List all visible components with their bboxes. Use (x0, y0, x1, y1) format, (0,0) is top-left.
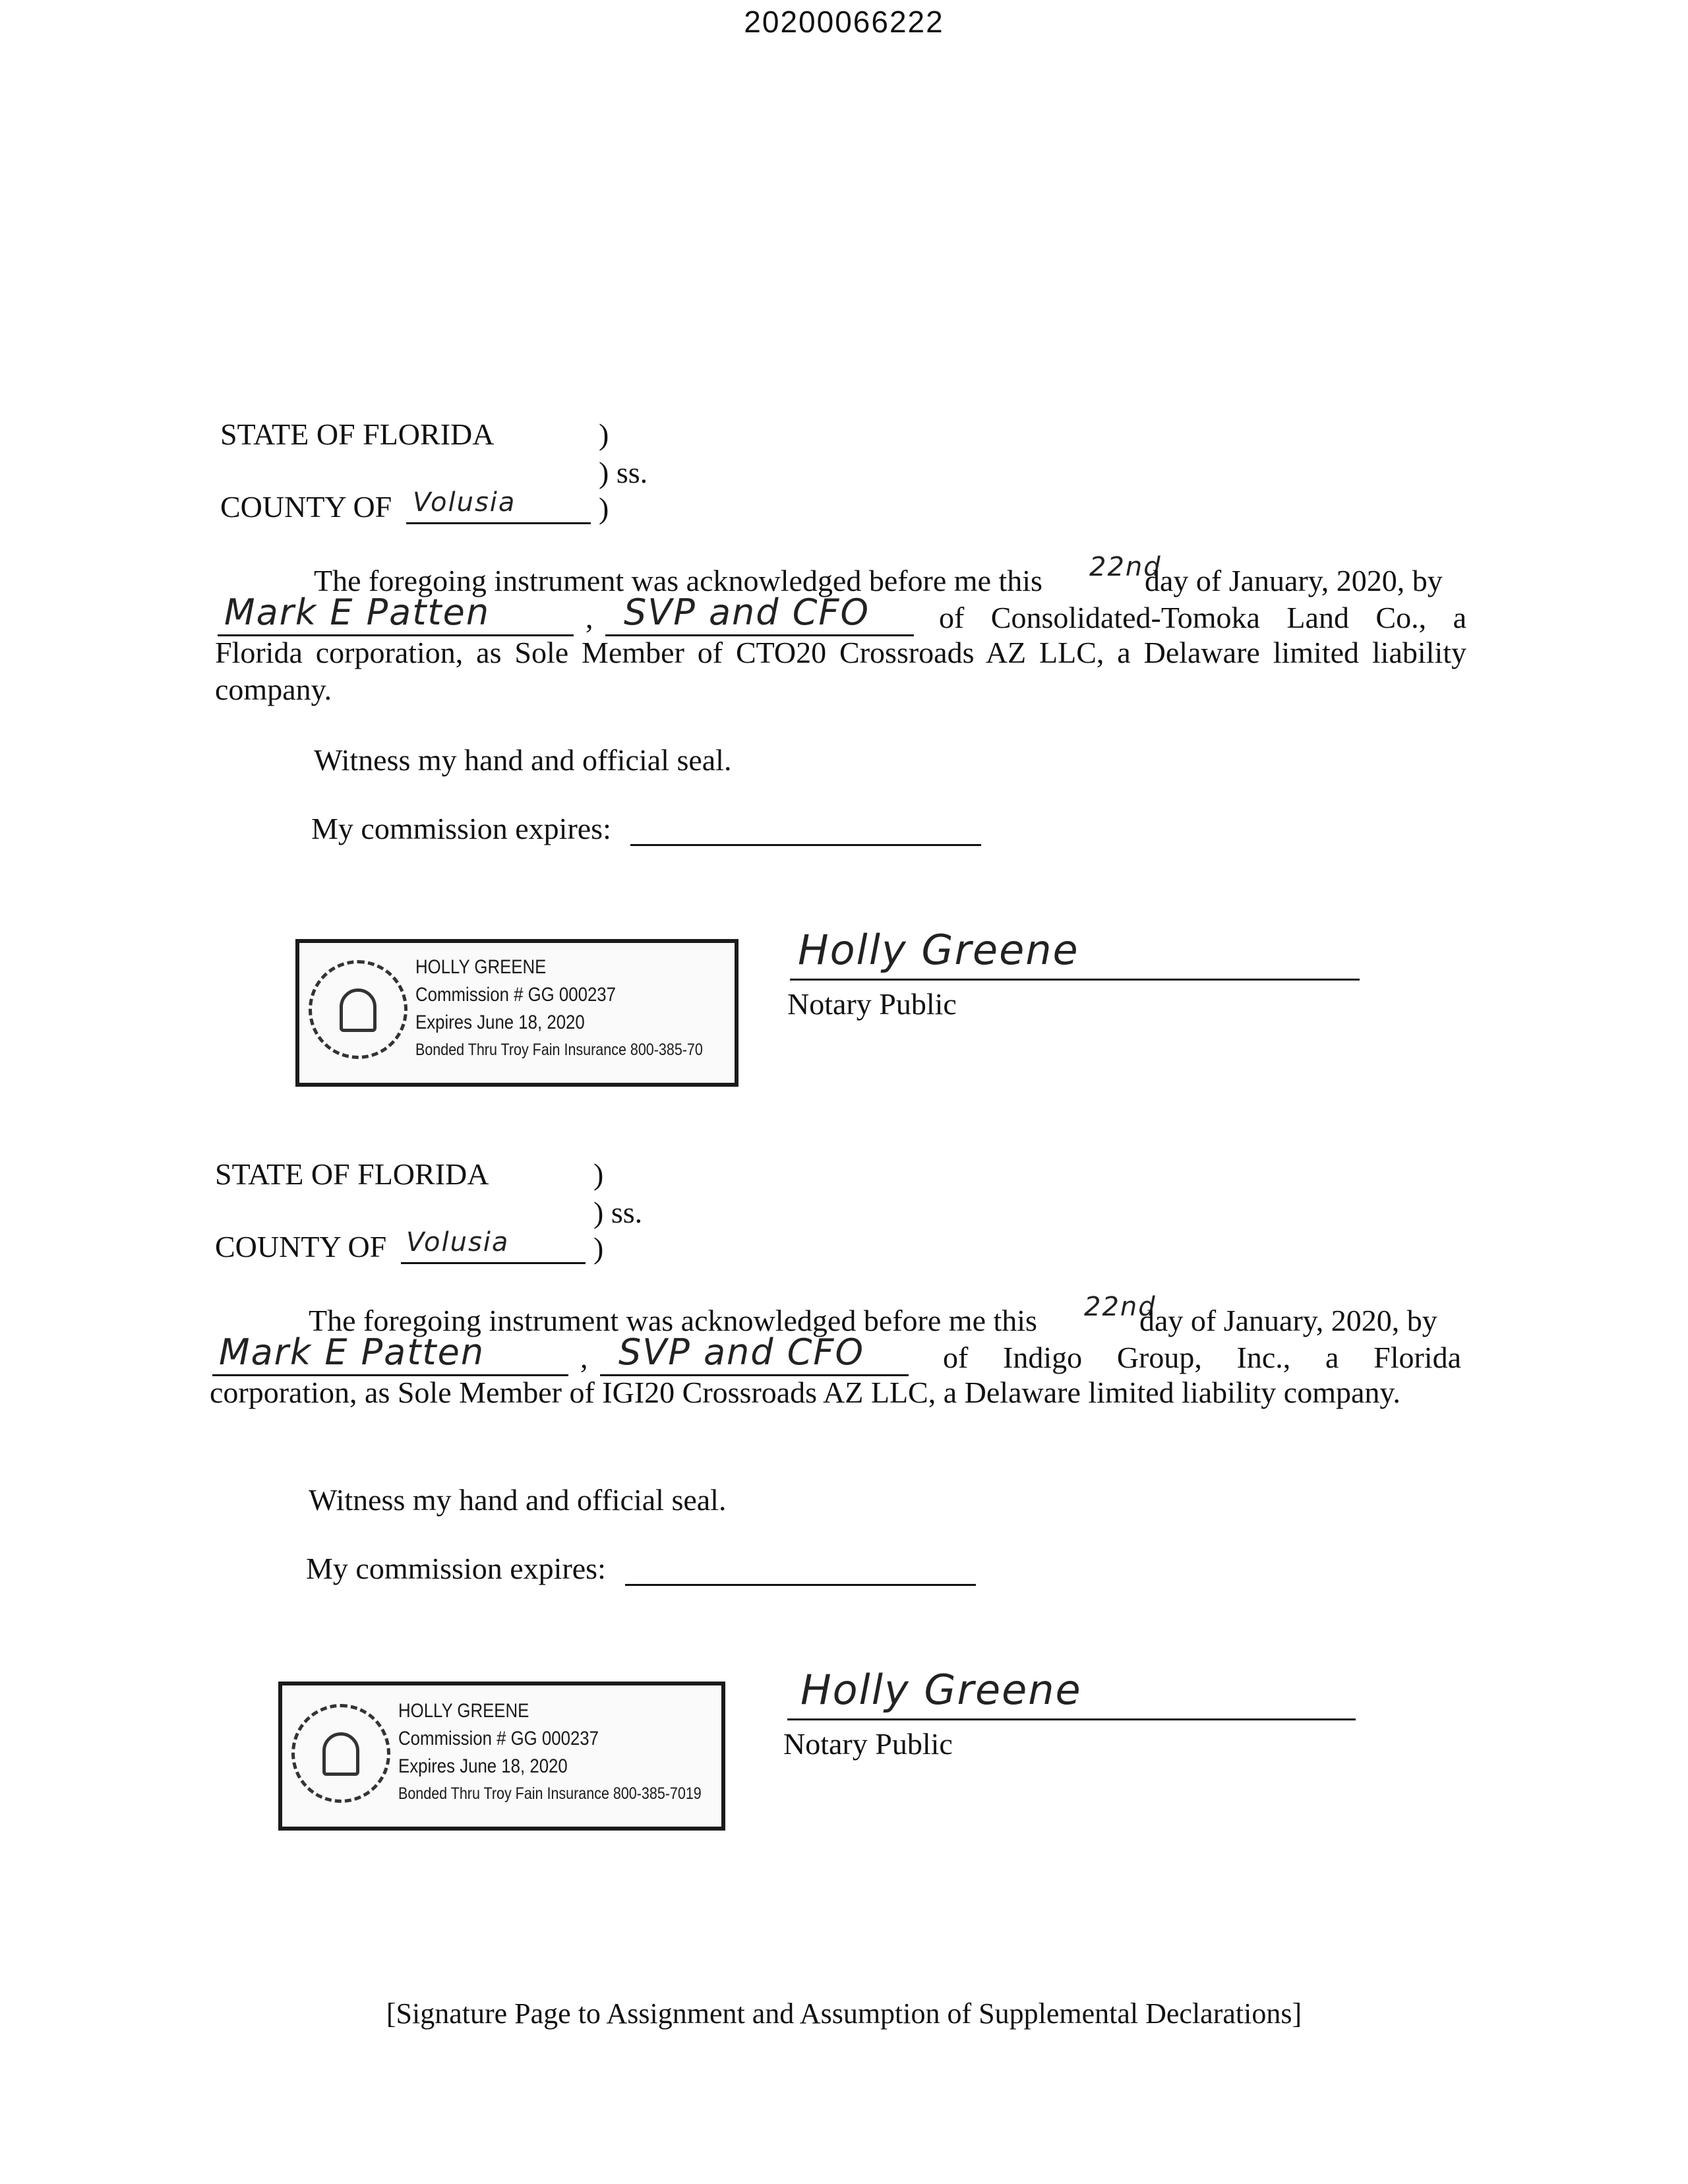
witness-line: Witness my hand and official seal. (309, 1483, 727, 1517)
county-underline (406, 522, 591, 524)
intro-after-date: day of January, 2020, by (1139, 1304, 1437, 1337)
acknowledgment-block-2 (0, 740, 1688, 1803)
body-rest: Florida corporation, as Sole Member of CTO20 Crossroads AZ LLC, a Delaware limited liability company. (215, 636, 1466, 706)
notary-stamp (278, 1682, 725, 1831)
county-paren: ) (599, 491, 609, 525)
commission-blank (625, 1584, 976, 1586)
title-handwritten: SVP and CFO (618, 1331, 864, 1373)
notary-public-label: Notary Public (787, 987, 957, 1021)
state-paren: ) (599, 417, 609, 451)
county-handwritten: Volusia (413, 487, 516, 518)
commission-label: My commission expires: (306, 1552, 606, 1585)
acknowledgment-block-1 (0, 0, 1688, 1059)
signer-handwritten: Mark E Patten (219, 1331, 485, 1373)
stamp-expires: Expires June 18, 2020 (415, 1012, 585, 1033)
signer-comma: , (580, 1341, 588, 1374)
date-handwritten: 22nd (1084, 1292, 1157, 1322)
title-handwritten: SVP and CFO (624, 592, 870, 633)
intro-after-date: day of January, 2020, by (1145, 564, 1443, 597)
state-label: STATE OF FLORIDA (220, 417, 495, 451)
stamp-commission: Commission # GG 000237 (415, 984, 617, 1006)
notary-public-label: Notary Public (783, 1727, 953, 1761)
document-number: 20200066222 (744, 5, 944, 39)
stamp-commission: Commission # GG 000237 (398, 1728, 599, 1749)
signature-line (787, 1718, 1356, 1720)
county-underline (401, 1262, 586, 1264)
date-handwritten: 22nd (1089, 552, 1162, 582)
county-handwritten: Volusia (406, 1227, 510, 1258)
commission-label: My commission expires: (311, 812, 611, 845)
body-rest: corporation, as Sole Member of IGI20 Crossroads AZ LLC, a Delaware limited liability company. (210, 1376, 1401, 1409)
page-footer: [Signature Page to Assignment and Assumption of Supplemental Declarations] (386, 1997, 1302, 2030)
ss-label: ) ss. (593, 1196, 643, 1229)
stamp-bonded: Bonded Thru Troy Fain Insurance 800-385-7019 (398, 1784, 702, 1803)
state-paren: ) (593, 1157, 604, 1191)
ss-label: ) ss. (599, 456, 648, 489)
stamp-expires: Expires June 18, 2020 (398, 1755, 568, 1777)
company-line-rest: of Indigo Group, Inc., a Florida (943, 1341, 1461, 1374)
notary-seal-icon (291, 1704, 390, 1803)
county-label: COUNTY OF (220, 490, 392, 524)
state-label: STATE OF FLORIDA (215, 1157, 489, 1191)
intro-before-date: The foregoing instrument was acknowledged before me this (314, 564, 1042, 597)
signer-handwritten: Mark E Patten (224, 592, 491, 633)
witness-line: Witness my hand and official seal. (314, 743, 732, 777)
stamp-bonded: Bonded Thru Troy Fain Insurance 800-385-70 (415, 1041, 703, 1059)
intro-before-date: The foregoing instrument was acknowledged before me this (309, 1304, 1037, 1337)
stamp-name: HOLLY GREENE (398, 1700, 529, 1722)
notary-signature: Holly Greene (800, 1666, 1082, 1714)
signer-comma: , (586, 601, 593, 634)
county-paren: ) (593, 1231, 604, 1265)
county-label: COUNTY OF (215, 1230, 387, 1263)
company-line-rest: of Consolidated-Tomoka Land Co., a (939, 601, 1466, 634)
stamp-name: HOLLY GREENE (415, 956, 547, 978)
notary-signature: Holly Greene (798, 926, 1079, 974)
